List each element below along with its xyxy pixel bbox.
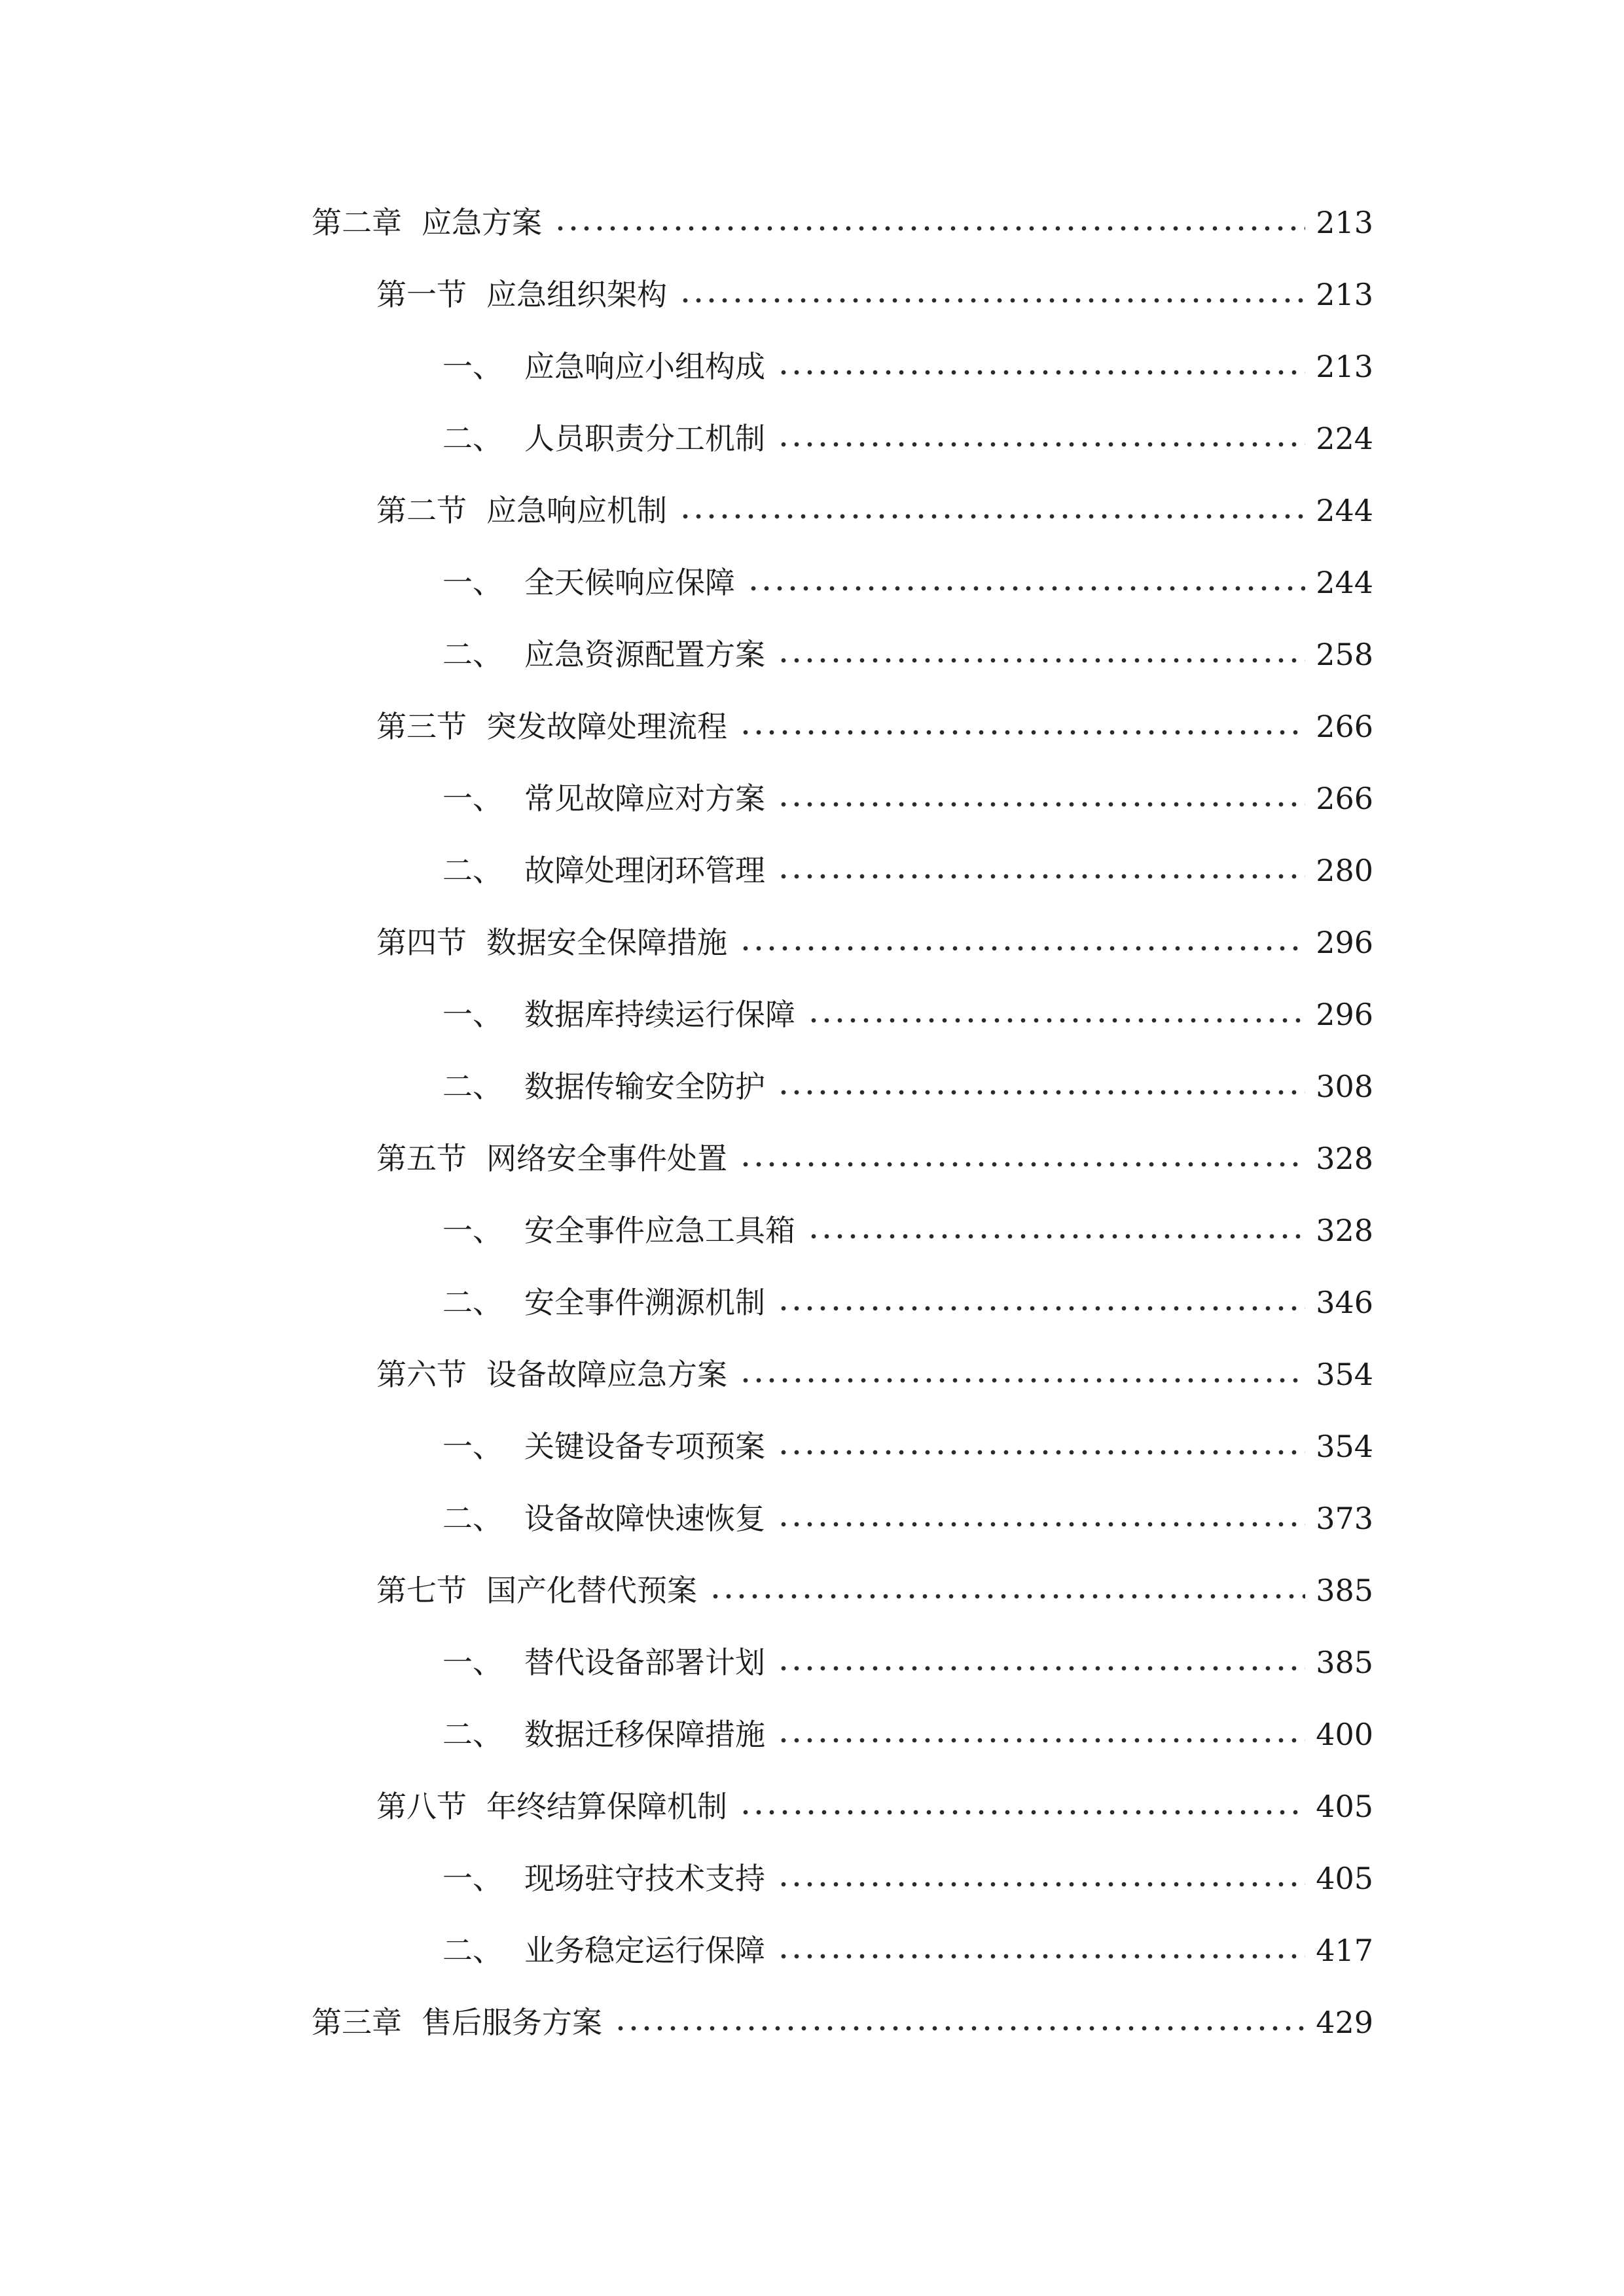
toc-entry-page: 244 bbox=[1316, 565, 1373, 600]
toc-entry-page: 354 bbox=[1316, 1357, 1373, 1392]
toc-entry-title: 数据迁移保障措施 bbox=[524, 1717, 765, 1752]
dot-leader bbox=[679, 512, 1305, 521]
dot-leader bbox=[554, 224, 1305, 233]
toc-entry-number: 二、 bbox=[442, 421, 503, 456]
toc-entry-title: 数据传输安全防护 bbox=[524, 1069, 765, 1104]
toc-entry-number: 第七节 bbox=[376, 1573, 467, 1608]
toc-entry-chapter[interactable] bbox=[312, 1996, 1373, 2042]
toc-entry-title: 突发故障处理流程 bbox=[486, 709, 727, 744]
toc-entry-title: 安全事件溯源机制 bbox=[524, 1285, 765, 1320]
toc-entry-number: 第四节 bbox=[376, 925, 467, 960]
toc-entry-title: 网络安全事件处置 bbox=[486, 1141, 727, 1176]
toc-entry-page: 385 bbox=[1316, 1573, 1373, 1608]
toc-entry-page: 308 bbox=[1316, 1069, 1373, 1104]
dot-leader bbox=[739, 1376, 1305, 1385]
toc-entry-subsection[interactable] bbox=[442, 1492, 1373, 1538]
toc-entry-subsection[interactable] bbox=[442, 340, 1373, 386]
toc-entry-section[interactable] bbox=[376, 916, 1373, 962]
toc-entry-subsection[interactable] bbox=[442, 1060, 1373, 1106]
toc-entry-title: 售后服务方案 bbox=[422, 2005, 602, 2040]
toc-entry-section[interactable] bbox=[376, 1348, 1373, 1394]
toc-entry-number: 二、 bbox=[442, 1717, 503, 1752]
toc-entry-title: 现场驻守技术支持 bbox=[524, 1861, 765, 1896]
toc-entry-title: 关键设备专项预案 bbox=[524, 1429, 765, 1464]
toc-entry-page: 224 bbox=[1316, 421, 1373, 456]
dot-leader bbox=[777, 1952, 1305, 1961]
toc-entry-title: 人员职责分工机制 bbox=[524, 421, 765, 456]
toc-entry-page: 405 bbox=[1316, 1789, 1373, 1824]
toc-entry-title: 替代设备部署计划 bbox=[524, 1645, 765, 1680]
toc-entry-number: 第八节 bbox=[376, 1789, 467, 1824]
toc-entry-page: 385 bbox=[1316, 1645, 1373, 1680]
toc-entry-title: 业务稳定运行保障 bbox=[524, 1933, 765, 1968]
toc-entry-number: 二、 bbox=[442, 853, 503, 888]
toc-entry-section[interactable] bbox=[376, 700, 1373, 746]
toc-entry-number: 一、 bbox=[442, 1213, 503, 1248]
dot-leader bbox=[777, 440, 1305, 449]
toc-entry-number: 第一节 bbox=[376, 277, 467, 312]
toc-entry-title: 国产化替代预案 bbox=[486, 1573, 697, 1608]
toc-entry-title: 应急响应小组构成 bbox=[524, 349, 765, 384]
toc-entry-page: 328 bbox=[1316, 1213, 1373, 1248]
dot-leader bbox=[777, 1088, 1305, 1097]
toc-entry-title: 设备故障应急方案 bbox=[486, 1357, 727, 1392]
toc-entry-page: 346 bbox=[1316, 1285, 1373, 1320]
toc-entry-section[interactable] bbox=[376, 1564, 1373, 1610]
toc-entry-title: 安全事件应急工具箱 bbox=[524, 1213, 795, 1248]
dot-leader bbox=[807, 1016, 1305, 1025]
toc-entry-number: 一、 bbox=[442, 1645, 503, 1680]
toc-entry-page: 328 bbox=[1316, 1141, 1373, 1176]
dot-leader bbox=[777, 1520, 1305, 1529]
dot-leader bbox=[777, 1664, 1305, 1673]
toc-entry-section[interactable] bbox=[376, 1780, 1373, 1826]
toc-entry-page: 213 bbox=[1316, 277, 1373, 312]
dot-leader bbox=[807, 1232, 1305, 1241]
toc-entry-subsection[interactable] bbox=[442, 412, 1373, 458]
toc-entry-section[interactable] bbox=[376, 484, 1373, 530]
toc-entry-page: 266 bbox=[1316, 709, 1373, 744]
toc-entry-section[interactable] bbox=[376, 1132, 1373, 1178]
toc-entry-page: 266 bbox=[1316, 781, 1373, 816]
toc-entry-title: 设备故障快速恢复 bbox=[524, 1501, 765, 1536]
toc-entry-subsection[interactable] bbox=[442, 628, 1373, 674]
dot-leader bbox=[777, 656, 1305, 665]
toc-entry-page: 400 bbox=[1316, 1717, 1373, 1752]
dot-leader bbox=[739, 728, 1305, 737]
dot-leader bbox=[739, 1808, 1305, 1817]
toc-entry-subsection[interactable] bbox=[442, 988, 1373, 1034]
toc-entry-number: 第二章 bbox=[312, 205, 402, 240]
toc-entry-number: 二、 bbox=[442, 1285, 503, 1320]
toc-entry-number: 一、 bbox=[442, 1861, 503, 1896]
toc-entry-subsection[interactable] bbox=[442, 844, 1373, 890]
toc-entry-title: 应急组织架构 bbox=[486, 277, 667, 312]
dot-leader bbox=[614, 2024, 1305, 2033]
toc-entry-subsection[interactable] bbox=[442, 1204, 1373, 1250]
toc-entry-number: 第六节 bbox=[376, 1357, 467, 1392]
toc-entry-page: 373 bbox=[1316, 1501, 1373, 1536]
toc-entry-page: 417 bbox=[1316, 1933, 1373, 1968]
toc-entry-page: 405 bbox=[1316, 1861, 1373, 1896]
toc-entry-title: 全天候响应保障 bbox=[524, 565, 735, 600]
toc-entry-number: 一、 bbox=[442, 781, 503, 816]
toc-entry-chapter[interactable] bbox=[312, 196, 1373, 242]
toc-entry-title: 应急方案 bbox=[422, 205, 542, 240]
toc-entry-number: 二、 bbox=[442, 1933, 503, 1968]
dot-leader bbox=[709, 1592, 1305, 1601]
dot-leader bbox=[739, 944, 1305, 953]
dot-leader bbox=[679, 296, 1305, 305]
toc-entry-number: 第二节 bbox=[376, 493, 467, 528]
toc-entry-title: 数据库持续运行保障 bbox=[524, 997, 795, 1032]
toc-entry-title: 故障处理闭环管理 bbox=[524, 853, 765, 888]
toc-entry-page: 429 bbox=[1316, 2005, 1373, 2040]
toc-entry-subsection[interactable] bbox=[442, 1852, 1373, 1898]
toc-entry-page: 296 bbox=[1316, 925, 1373, 960]
toc-entry-number: 第三章 bbox=[312, 2005, 402, 2040]
toc-entry-subsection[interactable] bbox=[442, 1420, 1373, 1466]
dot-leader bbox=[777, 800, 1305, 809]
toc-entry-subsection[interactable] bbox=[442, 1276, 1373, 1322]
dot-leader bbox=[739, 1160, 1305, 1169]
dot-leader bbox=[777, 1448, 1305, 1457]
toc-entry-subsection[interactable] bbox=[442, 1924, 1373, 1970]
toc-entry-number: 二、 bbox=[442, 1069, 503, 1104]
toc-entry-title: 应急资源配置方案 bbox=[524, 637, 765, 672]
toc-entry-number: 第三节 bbox=[376, 709, 467, 744]
dot-leader bbox=[777, 1880, 1305, 1889]
toc-entry-number: 第五节 bbox=[376, 1141, 467, 1176]
toc-entry-subsection[interactable] bbox=[442, 772, 1373, 818]
toc-entry-title: 数据安全保障措施 bbox=[486, 925, 727, 960]
toc-entry-section[interactable] bbox=[376, 268, 1373, 314]
toc-entry-number: 一、 bbox=[442, 565, 503, 600]
toc-entry-title: 应急响应机制 bbox=[486, 493, 667, 528]
toc-entry-subsection[interactable] bbox=[442, 1636, 1373, 1682]
toc-entry-page: 280 bbox=[1316, 853, 1373, 888]
toc-entry-page: 258 bbox=[1316, 637, 1373, 672]
toc-entry-subsection[interactable] bbox=[442, 1708, 1373, 1754]
toc-entry-page: 244 bbox=[1316, 493, 1373, 528]
toc-entry-number: 二、 bbox=[442, 637, 503, 672]
toc-entry-page: 213 bbox=[1316, 349, 1373, 384]
toc-entry-page: 213 bbox=[1316, 205, 1373, 240]
dot-leader bbox=[777, 1736, 1305, 1745]
dot-leader bbox=[747, 584, 1305, 593]
toc-entry-title: 年终结算保障机制 bbox=[486, 1789, 727, 1824]
toc-entry-page: 296 bbox=[1316, 997, 1373, 1032]
toc-entry-number: 一、 bbox=[442, 997, 503, 1032]
toc-entry-number: 二、 bbox=[442, 1501, 503, 1536]
dot-leader bbox=[777, 872, 1305, 881]
toc-entry-number: 一、 bbox=[442, 349, 503, 384]
dot-leader bbox=[777, 368, 1305, 377]
toc-entry-title: 常见故障应对方案 bbox=[524, 781, 765, 816]
dot-leader bbox=[777, 1304, 1305, 1313]
toc-entry-subsection[interactable] bbox=[442, 556, 1373, 602]
toc-entry-page: 354 bbox=[1316, 1429, 1373, 1464]
toc-entry-number: 一、 bbox=[442, 1429, 503, 1464]
